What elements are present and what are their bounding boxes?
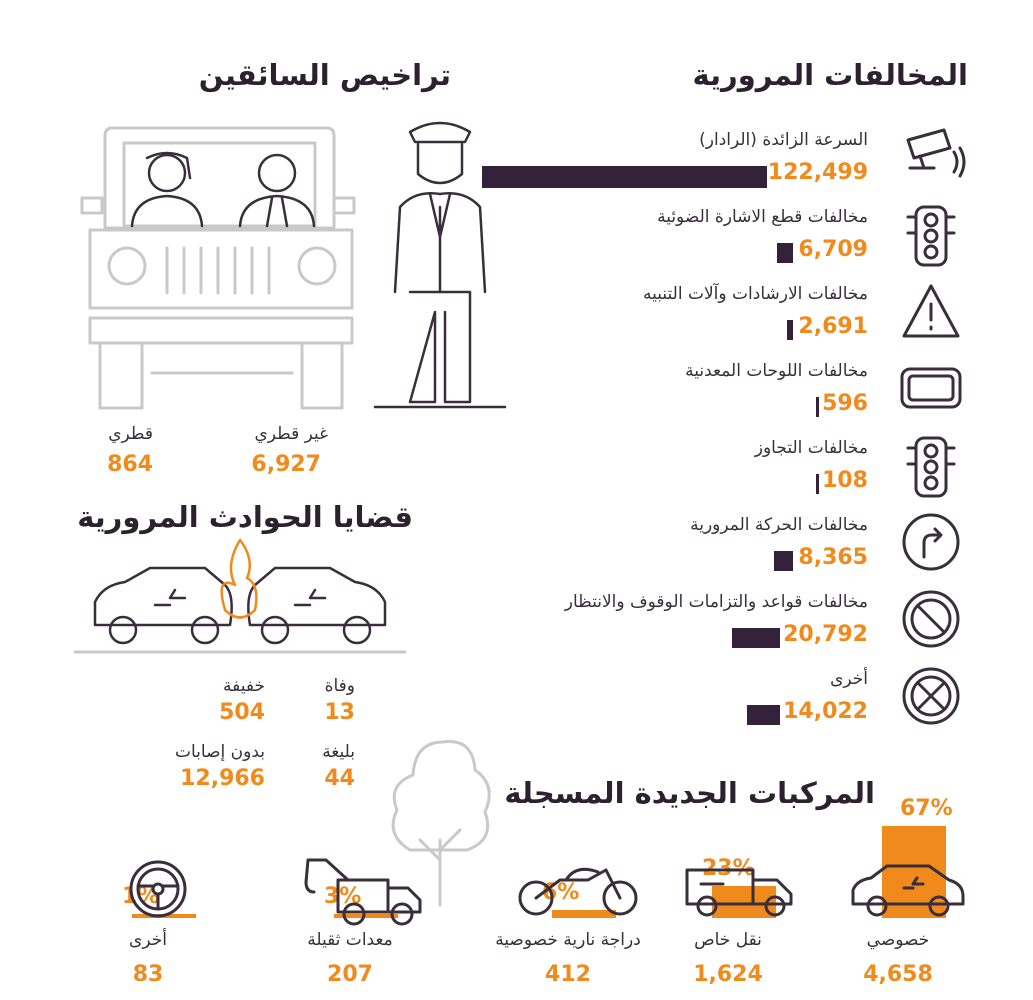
vehicle-value-label: 83 [132, 962, 164, 987]
vehicle-percent-label: 1% [122, 884, 160, 909]
violation-bar [816, 397, 819, 417]
vehicle-value-label: 207 [327, 962, 373, 987]
violation-bar [787, 320, 793, 340]
jeep-icon [72, 118, 372, 418]
motorcycle-icon [516, 854, 640, 920]
violation-value-label: 596 [822, 391, 868, 416]
steering-wheel-icon [127, 858, 189, 920]
violation-bar [816, 474, 819, 494]
no-stopping-icon [900, 665, 962, 727]
vehicle-category-label: أخرى [129, 930, 167, 950]
vehicle-category-label: نقل خاص [694, 930, 762, 950]
turn-sign-icon [900, 511, 962, 573]
vehicle-percent-label: 3% [324, 883, 362, 909]
no-parking-icon [900, 588, 962, 650]
car-crash-icon [75, 530, 405, 660]
violation-category-label: مخالفات التجاوز [754, 438, 868, 458]
minor-label: خفيفة [223, 676, 265, 696]
vehicle-percent-label: 23% [702, 856, 755, 882]
licenses-heading: تراخيص السائقين [198, 58, 451, 92]
non-qatari-value: 6,927 [251, 452, 321, 477]
vehicle-category-label: دراجة نارية خصوصية [495, 930, 641, 950]
vehicle-percent-label: 6% [542, 879, 580, 905]
vehicle-value-label: 1,624 [693, 962, 763, 987]
severe-label: بليغة [322, 742, 355, 762]
violation-value-label: 8,365 [798, 545, 868, 570]
violation-category-label: مخالفات قطع الاشارة الضوئية [657, 207, 868, 227]
violation-category-label: مخالفات الحركة المرورية [690, 515, 868, 535]
violation-value-label: 108 [822, 468, 868, 493]
violation-bar [747, 705, 780, 725]
violation-value-label: 20,792 [783, 622, 868, 647]
non-qatari-label: غير قطري [254, 424, 328, 444]
traffic-light-icon [900, 203, 962, 265]
violation-value-label: 14,022 [783, 699, 868, 724]
violation-category-label: مخالفات قواعد والتزامات الوقوف والانتظار [564, 592, 868, 612]
death-value: 13 [324, 700, 355, 725]
severe-value: 44 [324, 766, 355, 791]
license-plate-icon [900, 357, 962, 419]
vehicle-category-label: خصوصي [866, 930, 930, 950]
vehicle-value-label: 412 [545, 962, 591, 987]
violation-category-label: أخرى [830, 669, 868, 689]
death-label: وفاة [324, 676, 355, 696]
violation-category-label: السرعة الزائدة (الرادار) [699, 130, 868, 150]
vehicle-value-label: 4,658 [863, 962, 933, 987]
policeman-icon [385, 112, 495, 412]
traffic-light-icon [900, 434, 962, 496]
car-icon [849, 854, 967, 920]
violation-bar [482, 166, 767, 188]
violation-bar [732, 628, 780, 648]
violation-category-label: مخالفات اللوحات المعدنية [685, 361, 868, 381]
violation-bar [774, 551, 793, 571]
violation-value-label: 2,691 [798, 314, 868, 339]
warning-sign-icon [900, 280, 962, 342]
truck-icon [683, 854, 793, 920]
radar-camera-icon [900, 126, 962, 188]
vehicle-percent-label: 67% [900, 796, 953, 821]
vehicles-heading: المركبات الجديدة المسجلة [504, 776, 875, 810]
no-injury-label: بدون إصابات [174, 742, 265, 762]
violations-heading: المخالفات المرورية [692, 58, 968, 92]
violation-value-label: 6,709 [798, 237, 868, 262]
accidents-heading: قضايا الحوادث المرورية [77, 500, 413, 534]
tow-truck-icon [298, 854, 422, 920]
qatari-label: قطري [108, 424, 153, 444]
violation-category-label: مخالفات الارشادات وآلات التنبيه [643, 284, 868, 304]
minor-value: 504 [219, 700, 265, 725]
no-injury-value: 12,966 [180, 766, 265, 791]
vehicle-category-label: معدات ثقيلة [307, 930, 393, 950]
qatari-value: 864 [107, 452, 153, 477]
violation-bar [777, 243, 793, 263]
violation-value-label: 122,499 [767, 160, 868, 185]
